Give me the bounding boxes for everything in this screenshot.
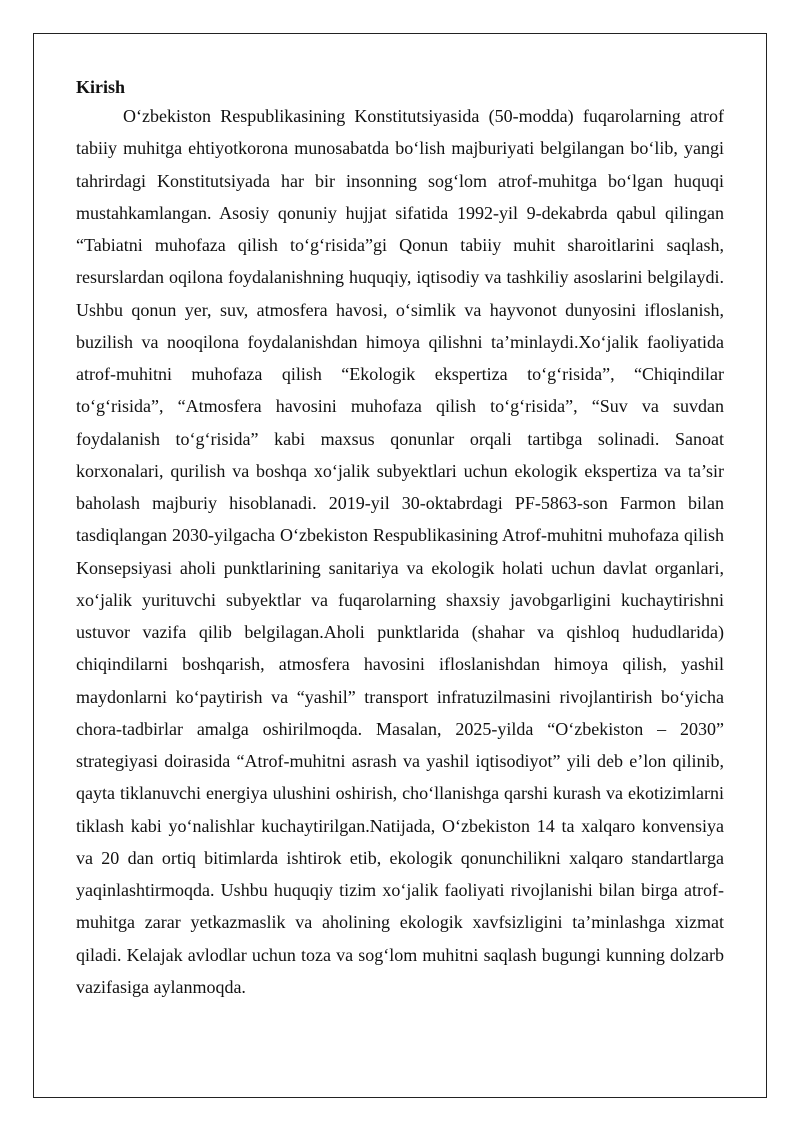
document-body [76,74,724,1003]
section-heading: Kirish [76,77,126,97]
body-paragraph: O‘zbekiston Respublikasining Konstitutsiyasida (50-modda) fuqarolarning atrof tabiiy muhitga ehtiyotkorona munosabatda bo‘lish majburiyati belgilangan bo‘lib, yangi tahrirdagi Konstitutsiyada har bir insonning sog‘lom atrof-muhitga bo‘lgan huquqi mustahkamlangan. Asosiy qonuniy hujjat sifatida 1992-yil 9-dekabrda qabul qilingan “Tabiatni muhofaza qilish to‘g‘risida”gi Qonun tabiiy muhit sharoitlarini saqlash, resurslardan oqilona foydalanishning huquqiy, iqtisodiy va tashkiliy asoslarini belgilaydi. Ushbu qonun yer, suv, atmosfera havosi, o‘simlik va hayvonot dunyosini ifloslanish, buzilish va nooqilona foydalanishdan himoya qilishni ta’minlaydi.Xo‘jalik faoliyatida atrof-muhitni muhofaza qilish “Ekologik ekspertiza to‘g‘risida”, “Chiqindilar to‘g‘risida”, “Atmosfera havosini muhofaza qilish to‘g‘risida”, “Suv va suvdan foydalanish to‘g‘risida” kabi maxsus qonunlar orqali tartibga solinadi. Sanoat korxonalari, qurilish va boshqa xo‘jalik subyektlari uchun ekologik ekspertiza va ta’sir baholash majburiy hisoblanadi. 2019-yil 30-oktabrdagi PF-5863-son Farmon bilan tasdiqlangan 2030-yilgacha O‘zbekiston Respublikasining Atrof-muhitni muhofaza qilish Konsepsiyasi aholi punktlarining sanitariya va ekologik holati uchun davlat organlari, xo‘jalik yurituvchi subyektlar va fuqarolarning shaxsiy javobgarligini kuchaytirishni ustuvor vazifa qilib belgilagan.Aholi punktlarida (shahar va qishloq hududlarida) chiqindilarni boshqarish, atmosfera havosini ifloslanishdan himoya qilish, yashil maydonlarni ko‘paytirish va “yashil” transport infratuzilmasini rivojlantirish bo‘yicha chora-tadbirlar amalga oshirilmoqda. Masalan, 2025-yilda “O‘zbekiston – 2030” strategiyasi doirasida “Atrof-muhitni asrash va yashil iqtisodiyot” yili deb e’lon qilinib, qayta tiklanuvchi energiya ulushini oshirish, cho‘llanishga qarshi kurash va ekotizimlarni tiklash kabi yo‘nalishlar kuchaytirilgan.Natijada, O‘zbekiston 14 ta xalqaro konvensiya va 20 dan ortiq bitimlarda ishtirok etib, ekologik qonunchilikni xalqaro standartlarga yaqinlashtirmoqda. Ushbu huquqiy tizim xo‘jalik faoliyati rivojlanishi bilan birga atrof-muhitga zarar yetkazmaslik va aholining ekologik xavfsizligini ta’minlashga xizmat qiladi. Kelajak avlodlar uchun toza va sog‘lom muhitni saqlash bugungi kunning dolzarb vazifasiga aylanmoqda. [76,106,724,997]
